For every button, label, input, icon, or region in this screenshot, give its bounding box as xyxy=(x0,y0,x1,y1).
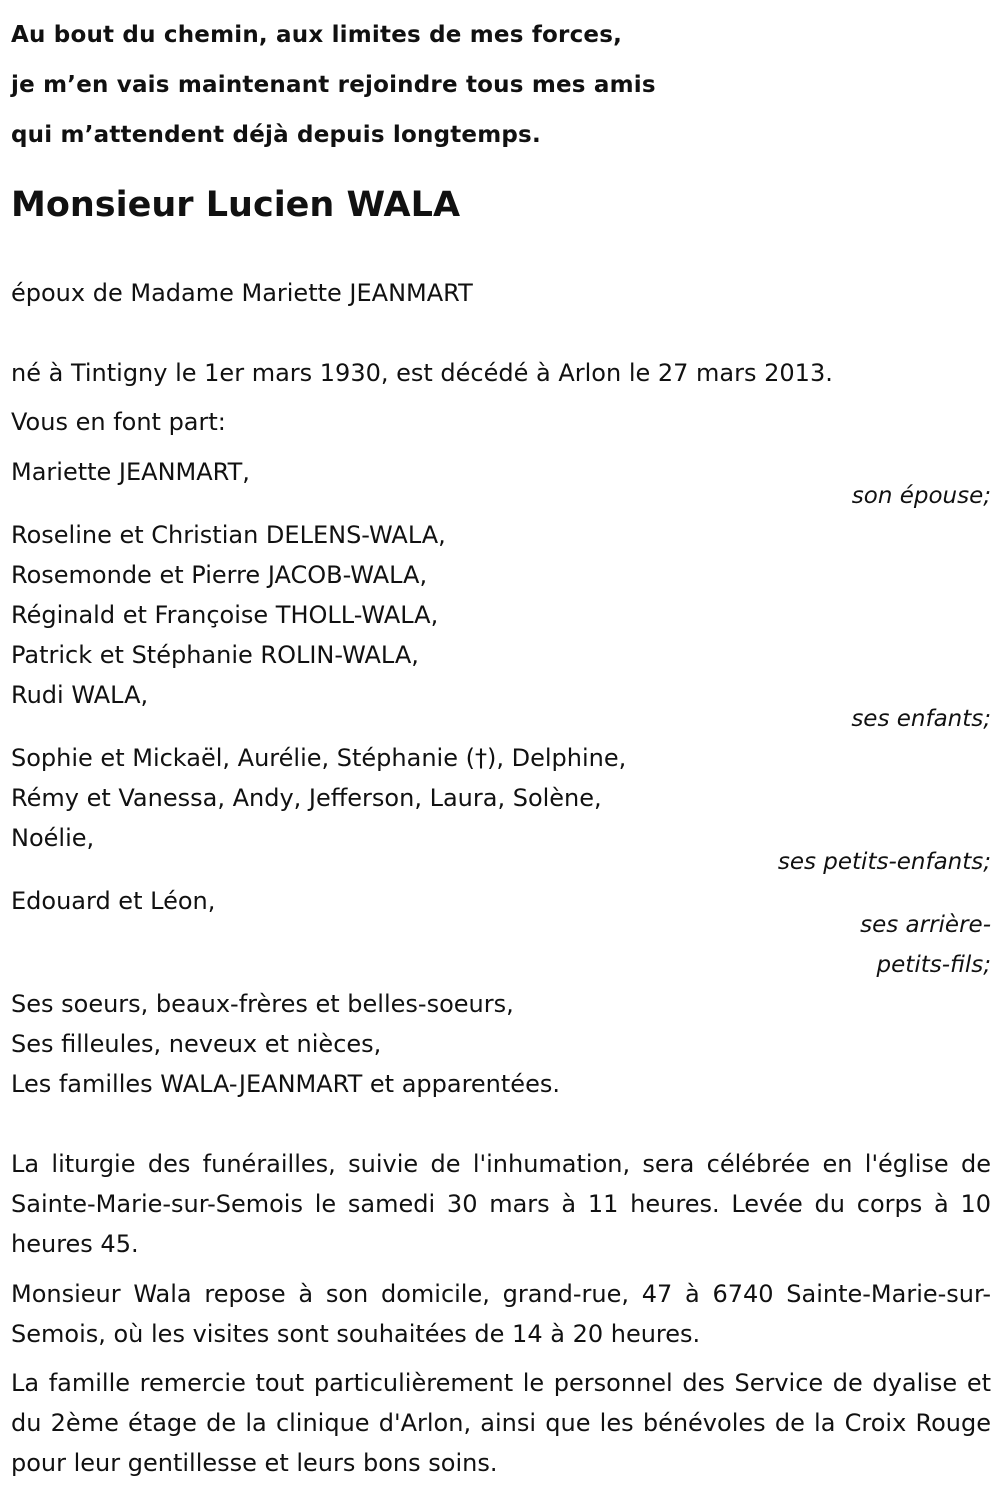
spouse-names xyxy=(11,452,250,492)
other-relatives xyxy=(11,984,560,1104)
birth-death-line: né à Tintigny le 1er mars 1930, est décédé à Arlon le 27 mars 2013. xyxy=(11,359,833,387)
epigraph-line: Au bout du chemin, aux limites de mes forces, xyxy=(11,22,623,48)
announce-intro: Vous en font part: xyxy=(11,408,226,436)
family-member: Rosemonde et Pierre JACOB-WALA, xyxy=(11,561,428,589)
family-member: Mariette JEANMART, xyxy=(11,458,250,486)
visitation-info: Monsieur Wala repose à son domicile, grand-rue, 47 à 6740 Sainte-Marie-sur-Semois, où les visites sont souhaitées de 14 à 20 heures. xyxy=(11,1280,991,1348)
family-member: Les familles WALA-JEANMART et apparentées. xyxy=(11,1070,560,1098)
family-member: Rudi WALA, xyxy=(11,681,149,709)
children-role: ses enfants; xyxy=(851,706,991,732)
epigraph xyxy=(11,10,656,160)
epigraph-line: qui m’attendent déjà depuis longtemps. xyxy=(11,122,541,148)
family-member: Ses soeurs, beaux-frères et belles-soeurs, xyxy=(11,990,514,1018)
family-member: Patrick et Stéphanie ROLIN-WALA, xyxy=(11,641,419,669)
family-member: Edouard et Léon, xyxy=(11,887,216,915)
family-member: Rémy et Vanessa, Andy, Jefferson, Laura, Solène, xyxy=(11,784,602,812)
funeral-info: La liturgie des funérailles, suivie de l'inhumation, sera célébrée en l'église de Sainte-Marie-sur-Semois le samedi 30 mars à 11 heures. Levée du corps à 10 heures 45. xyxy=(11,1150,991,1258)
spouse-line: époux de Madame Mariette JEANMART xyxy=(11,279,473,307)
family-member: Noélie, xyxy=(11,824,95,852)
family-member: Roseline et Christian DELENS-WALA, xyxy=(11,521,446,549)
grandchildren-role: ses petits-enfants; xyxy=(777,849,991,875)
epigraph-line: je m’en vais maintenant rejoindre tous mes amis xyxy=(11,72,656,98)
family-member: Ses filleules, neveux et nièces, xyxy=(11,1030,382,1058)
great-grandsons-role-line: petits-fils; xyxy=(876,952,991,978)
great-grandsons-role-line: ses arrière- xyxy=(860,912,991,938)
deceased-name: Monsieur Lucien WALA xyxy=(11,185,461,225)
thanks-info: La famille remercie tout particulièrement le personnel des Service de dyalise et du 2ème étage de la clinique d'Arlon, ainsi que les bénévoles de la Croix Rouge pour leur gentillesse et leurs bons soins. xyxy=(11,1369,991,1477)
family-member: Sophie et Mickaël, Aurélie, Stéphanie (†), Delphine, xyxy=(11,744,627,772)
spouse-role: son épouse; xyxy=(851,483,991,509)
great-grandsons-names xyxy=(11,881,215,921)
family-member: Réginald et Françoise THOLL-WALA, xyxy=(11,601,439,629)
grandchildren-names xyxy=(11,738,626,858)
children-names xyxy=(11,515,446,715)
